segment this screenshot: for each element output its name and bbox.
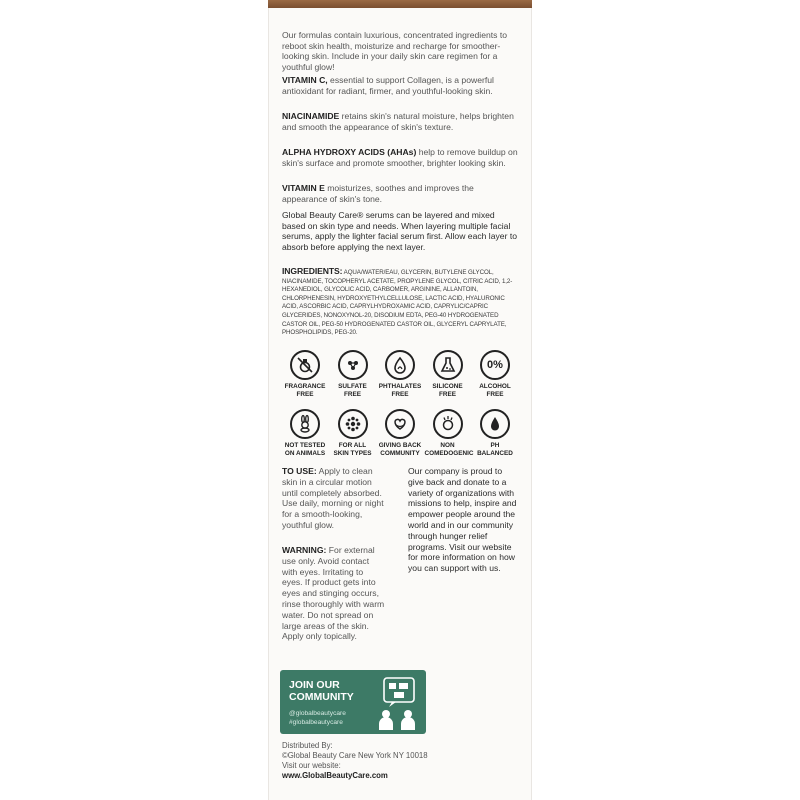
ph-balanced-icon xyxy=(480,409,510,439)
benefit-text: retains skin's natural moisture, helps brighten and smooth the appearance of skin's texture. xyxy=(282,111,514,132)
warning-text xyxy=(282,545,386,642)
badge-sulfate-free xyxy=(330,350,376,398)
silicone-free-icon xyxy=(433,350,463,380)
badge-label-2: FREE xyxy=(438,390,457,398)
badge-label-1: PH xyxy=(490,442,500,449)
badge-fragrance-free xyxy=(282,350,328,398)
badges-row-2 xyxy=(282,409,518,457)
warning-body: For external use only. Avoid contact with eyes. Irritating to eyes. If product gets into eyes and stinging occurs, rinse thoroughly with warm water. Do not spread on large areas of the skin. Apply only topically. xyxy=(282,545,385,642)
badge-not-tested-on-animals xyxy=(282,409,328,457)
badge-label-1: NOT TESTED xyxy=(284,442,326,449)
benefit-text: moisturizes, soothes and improves the appearance of skin's tone. xyxy=(282,183,474,204)
distributed-by-label: Distributed By: xyxy=(282,741,333,750)
badge-phthalates-free xyxy=(377,350,423,398)
badge-label-2: BALANCED xyxy=(477,449,513,457)
benefit-name: VITAMIN C, xyxy=(282,75,328,85)
company-text: Our company is proud to give back and donate to a variety of organizations with missions to help, inspire and empower people around the world and in our community through hunger relief programs. Visit our website for more information on how you can support with us. xyxy=(408,466,517,574)
giving-back-icon xyxy=(385,409,415,439)
skin-types-icon xyxy=(338,409,368,439)
to-use-text xyxy=(282,466,386,531)
benefit-text: help to remove buildup on skin's surface and promote smoother, brighter looking skin. xyxy=(282,147,518,168)
package-top-strip xyxy=(268,0,532,8)
ingredients-list xyxy=(282,267,518,338)
social-people-icon xyxy=(374,676,420,730)
badge-for-all-skin-types xyxy=(330,409,376,457)
benefit-name: VITAMIN E xyxy=(282,183,325,193)
badge-alcohol-free xyxy=(472,350,518,398)
benefit-vitamin-e xyxy=(282,183,518,204)
benefit-niacinamide xyxy=(282,111,518,132)
badges-row-1 xyxy=(282,350,518,398)
badge-label-1: SILICONE xyxy=(432,383,463,390)
community-title xyxy=(289,679,354,703)
benefit-name: NIACINAMIDE xyxy=(282,111,340,121)
ingredients-label: INGREDIENTS: xyxy=(282,266,343,276)
benefit-vitamin-c xyxy=(282,75,518,96)
badge-label-1: NON xyxy=(440,442,455,449)
badge-label-1: FOR ALL xyxy=(338,442,367,449)
badge-label-1: ALCOHOL xyxy=(479,383,511,390)
community-handle: @globalbeautycare xyxy=(289,710,346,717)
benefit-name: ALPHA HYDROXY ACIDS (AHAs) xyxy=(282,147,417,157)
ingredients-text: AQUA/WATER/EAU, GLYCERIN, BUTYLENE GLYCOL, NIACINAMIDE, TOCOPHERYL ACETATE, PROPYLENE GLYCOL, CITRIC ACID, 1,2-HEXANEDIOL, GLYCOLIC ACID, CARBOMER, ARGININE, ALLANTOIN, CHLORPHENESIN, HYDROXYETHYLCELLULOSE, LACTIC ACID, HYALURONIC ACID, ASCORBIC ACID, CAPRYLHYDROXAMIC ACID, CAPRYLIC/CAPRIC GLYCERIDES, NONOXYNOL-20, DISODIUM EDTA, PEG-40 HYDROGENATED CASTOR OIL, PEG-50 HYDROGENATED CASTOR OIL, GLYCERYL CAPRYLATE, PHOSPHOLIPIDS, PEG-20. xyxy=(282,269,513,337)
badge-silicone-free xyxy=(425,350,471,398)
badge-label-2: COMMUNITY xyxy=(380,449,420,457)
badge-label-1: FRAGRANCE xyxy=(284,383,326,390)
intro-text: Our formulas contain luxurious, concentrated ingredients to reboot skin health, moisturize and recharge for smoother-looking skin. Include in your daily skin care regimen for a youthful glow! xyxy=(282,30,507,72)
fragrance-free-icon xyxy=(290,350,320,380)
phthalates-free-icon xyxy=(385,350,415,380)
badge-label-2: COMEDOGENIC xyxy=(424,449,474,457)
badge-giving-back-community xyxy=(377,409,423,457)
benefit-aha xyxy=(282,147,518,168)
badge-label-1: PHTHALATES xyxy=(378,383,422,390)
community-title-line-2: COMMUNITY xyxy=(289,691,354,703)
non-comedogenic-icon xyxy=(433,409,463,439)
badge-label-2: FREE xyxy=(486,390,504,398)
badge-label-2: ON ANIMALS xyxy=(284,449,326,457)
sulfate-free-icon xyxy=(338,350,368,380)
alcohol-free-icon xyxy=(480,350,510,380)
badge-label-2: FREE xyxy=(343,390,362,398)
layering-text: Global Beauty Care® serums can be layered and mixed based on skin type and needs. When layering multiple facial serums, apply the lighter facial serum first. Allow each layer to absorb before applying the next layer. xyxy=(282,210,517,252)
badge-label-1: SULFATE xyxy=(338,383,367,390)
package-back-panel xyxy=(268,8,532,800)
badge-ph-balanced xyxy=(472,409,518,457)
to-use-label: TO USE: xyxy=(282,466,317,476)
badge-label-2: FREE xyxy=(296,390,314,398)
visit-website-label: Visit our website: xyxy=(282,761,341,770)
alcohol-zero-glyph: 0% xyxy=(487,359,503,371)
community-hashtag: #globalbeautycare xyxy=(289,719,343,726)
distributor-address: ©Global Beauty Care New York NY 10018 xyxy=(282,751,428,760)
join-community-box xyxy=(280,670,426,734)
warning-label: WARNING: xyxy=(282,545,327,555)
badge-non-comedogenic xyxy=(424,409,474,457)
badge-label-2: FREE xyxy=(391,390,409,398)
badge-label-1: GIVING BACK xyxy=(378,442,422,449)
rabbit-icon xyxy=(290,409,320,439)
badge-label-2: SKIN TYPES xyxy=(333,449,372,457)
benefit-text: essential to support Collagen, is a powerful antioxidant for radiant, firmer, and youthful-looking skin. xyxy=(282,75,494,96)
website-url: www.GlobalBeautyCare.com xyxy=(282,771,388,780)
to-use-body: Apply to clean skin in a circular motion until completely absorbed. Use daily, morning or night for a smooth-looking, youthful glow. xyxy=(282,466,384,530)
community-title-line-1: JOIN OUR xyxy=(289,679,340,691)
